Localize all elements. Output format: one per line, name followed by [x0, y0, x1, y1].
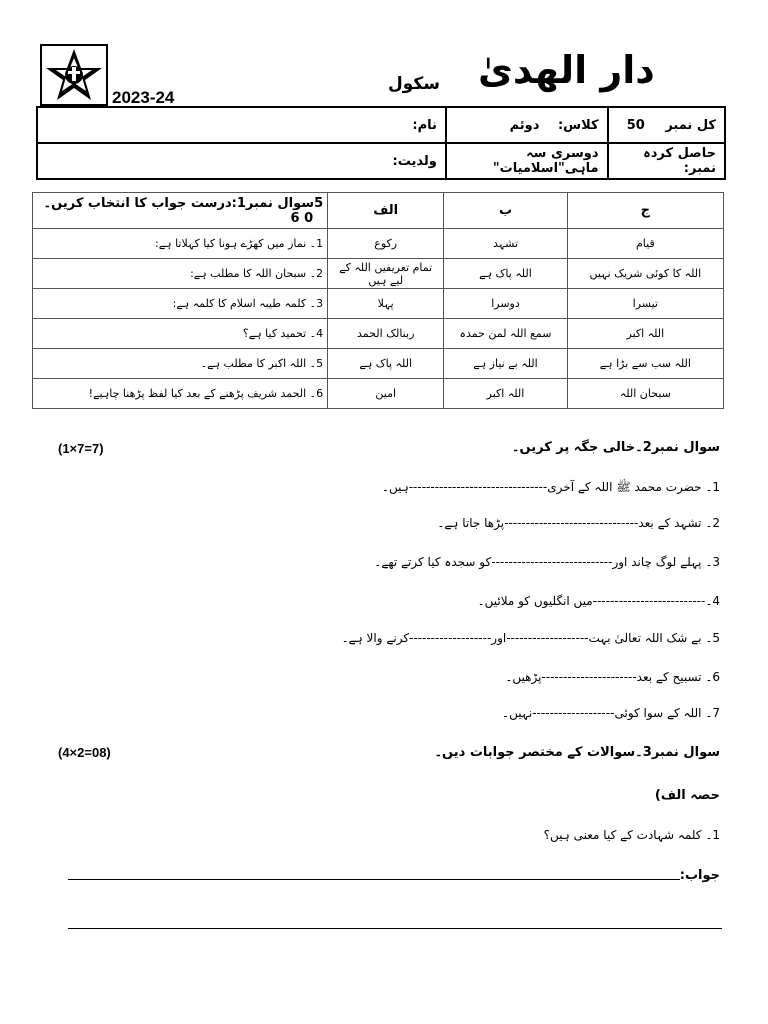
mcq-table	[32, 192, 724, 409]
section3-heading: سوال نمبر3۔سوالات کے مختصر جوابات دیں۔	[434, 745, 720, 760]
total-marks-label: کل نمبر	[665, 117, 716, 133]
fill-blank-item[interactable]: 7۔ اللہ کے سوا کوئی-------------------نہیں۔	[502, 706, 720, 720]
mcq-option-b[interactable]: تشہد	[444, 229, 567, 259]
parent-label: ولدیت:	[392, 153, 437, 169]
total-marks-value: 50	[626, 117, 645, 133]
mcq-question: 6۔ الحمد شریف پڑھنے کے بعد کیا لفظ پڑھنا چاہیے!	[33, 379, 328, 409]
mcq-marks: 0 6	[290, 210, 314, 226]
mcq-option-b[interactable]: اللہ اکبر	[444, 379, 567, 409]
fill-blank-item[interactable]: 4۔--------------------------میں انگلیوں کو ملائیں۔	[477, 594, 720, 608]
section2-marks: (1×7=7)	[58, 441, 104, 456]
section3-marks: (4×2=08)	[58, 745, 111, 760]
fill-blank-item[interactable]: 6۔ تسبیح کے بعد----------------------پڑھیں۔	[505, 670, 720, 684]
mcq-option-b[interactable]: اللہ پاک ہے	[444, 259, 567, 289]
mcq-option-c[interactable]: تیسرا	[567, 289, 723, 319]
fill-blank-item[interactable]: 5۔ بے شک اللہ تعالیٰ بہت-------------------اور-------------------کرنے والا ہے۔	[341, 631, 720, 645]
mcq-option-a[interactable]: امین	[328, 379, 444, 409]
fill-blank-item[interactable]: 3۔ پہلے لوگ چاند اور----------------------------کو سجدہ کیا کرتے تھے۔	[374, 555, 720, 569]
mcq-row	[33, 319, 724, 349]
name-field[interactable]	[37, 107, 446, 143]
mcq-row	[33, 349, 724, 379]
mcq-question-heading: 5سوال نمبر1:درست جواب کا انتخاب کریں۔ 0 6	[33, 193, 328, 229]
mcq-question: 5۔ اللہ اکبر کا مطلب ہے۔	[33, 349, 328, 379]
obtained-marks-field[interactable]	[608, 143, 725, 179]
mcq-row	[33, 289, 724, 319]
mcq-header-row	[33, 193, 724, 229]
mcq-option-a[interactable]: پہلا	[328, 289, 444, 319]
obtained-marks-label: حاصل کردہ نمبر:	[643, 146, 716, 176]
mcq-option-c[interactable]: اللہ سب سے بڑا ہے	[567, 349, 723, 379]
student-info-table	[36, 106, 726, 180]
class-value: دوئم	[509, 117, 540, 133]
mcq-option-a[interactable]: تمام تعریفیں اللہ کے لیے ہیں	[328, 259, 444, 289]
mcq-option-a[interactable]: اللہ پاک ہے	[328, 349, 444, 379]
part-alif-heading: حصہ الف)	[654, 788, 720, 803]
mcq-option-c[interactable]: اللہ اکبر	[567, 319, 723, 349]
school-subtitle: سکول	[388, 74, 441, 94]
mcq-question: 4۔ تحمید کیا ہے؟	[33, 319, 328, 349]
class-field	[446, 107, 608, 143]
col-header-alif: الف	[328, 193, 444, 229]
mcq-option-b[interactable]: دوسرا	[444, 289, 567, 319]
class-label: کلاس:	[557, 117, 599, 133]
mcq-option-c[interactable]: قیام	[567, 229, 723, 259]
col-header-jeem: ج	[567, 193, 723, 229]
mcq-option-b[interactable]: اللہ بے نیاز ہے	[444, 349, 567, 379]
answer-label: جواب:	[679, 868, 720, 883]
mcq-question: 3۔ کلمہ طیبہ اسلام کا کلمہ ہے:	[33, 289, 328, 319]
mcq-row	[33, 229, 724, 259]
section2-heading: سوال نمبر2۔خالی جگہ پر کریں۔	[511, 440, 720, 455]
school-name: دار الهدیٰ	[478, 48, 655, 92]
fill-blank-item[interactable]: 2۔ تشہد کے بعد-------------------------------پڑھا جاتا ہے۔	[437, 516, 720, 530]
school-crest-icon	[40, 44, 108, 106]
mcq-option-a[interactable]: ربنالک الحمد	[328, 319, 444, 349]
session-year: 2023-24	[112, 88, 175, 107]
answer-line[interactable]	[68, 879, 680, 880]
mcq-row	[33, 259, 724, 289]
mcq-row	[33, 379, 724, 409]
col-header-bay: ب	[444, 193, 567, 229]
mcq-option-c[interactable]: سبحان اللہ	[567, 379, 723, 409]
mcq-option-c[interactable]: اللہ کا کوئی شریک نہیں	[567, 259, 723, 289]
answer-line[interactable]	[68, 928, 722, 929]
name-label: نام:	[412, 117, 437, 133]
parent-field[interactable]	[37, 143, 446, 179]
mcq-option-a[interactable]: رکوع	[328, 229, 444, 259]
mcq-question: 2۔ سبحان اللہ کا مطلب ہے:	[33, 259, 328, 289]
mcq-option-b[interactable]: سمع اللہ لمن حمدہ	[444, 319, 567, 349]
term-title: دوسری سہ ماہی"اسلامیات"	[446, 143, 608, 179]
total-marks-field	[608, 107, 725, 143]
mcq-question: 1۔ نماز میں کھڑے ہونا کیا کہلاتا ہے:	[33, 229, 328, 259]
short-question: 1۔ کلمہ شہادت کے کیا معنی ہیں؟	[543, 828, 720, 842]
fill-blank-item[interactable]: 1۔ حضرت محمد ﷺ اللہ کے آخری--------------------------------ہیں۔	[381, 480, 720, 494]
